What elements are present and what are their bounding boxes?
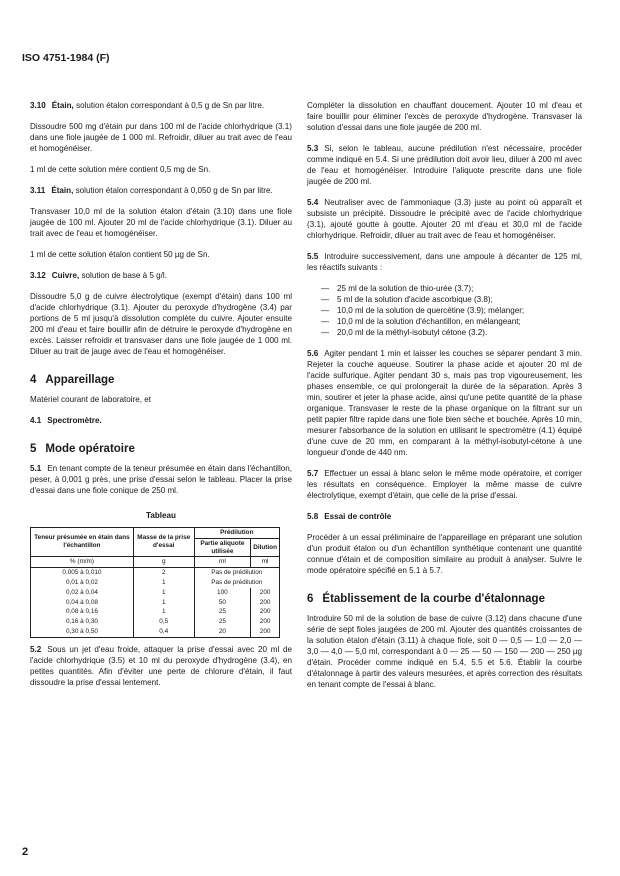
cell-teneur: 0,04 à 0,08 <box>31 598 134 608</box>
section-title: Appareillage <box>45 374 115 386</box>
unit-masse: g <box>133 557 194 568</box>
cell-dilution: 200 <box>251 607 280 617</box>
section-3-11 <box>30 185 292 196</box>
paragraph: Dissoudre 5,0 g de cuivre électrolytique (exempt d'étain) dans 100 ml d'acide chlorhydrique (3.1). Ajouter du peroxyde d'hydrogène (3.4) par portions de 5 ml jusqu'à dissolution complète du cuivre. Ajouter ensuite 200 ml d'eau et faire bouillir afin de détruire le peroxyde d'hydrogène en excès. Laisser refroidir et transvaser dans une fiole jaugée de 1 000 ml. Diluer au trait de jauge avec de l'eau et homogénéiser. <box>30 292 292 356</box>
cell-dilution: 200 <box>251 598 280 608</box>
cell-teneur: 0,01 à 0,02 <box>31 578 134 588</box>
header-partie: Partie aliquote utilisée <box>194 538 251 557</box>
section-title: Essai de contrôle <box>324 512 392 521</box>
paragraph: Agiter pendant 1 min et laisser les couches se séparer pendant 3 min. Rejeter la couche aqueuse. Soutirer la phase acide et ajouter 20 ml de l'acide sulfurique. Agiter pendant 30 s, mais pas trop vigoureusement, les phases ensemble, ce qui prolongerait la durée de la séparation. Après 3 min, soutirer et jeter la phase acide, ainsi qu'une petite quantité de la phase organique. Transvaser le reste de la phase organique on la filtrant sur un petit papier filtre rapide dans une fiole bien sèche et bouchée. Après 10 min, mesurer l'absorbance de la solution en utilisant le spectromètre (4.1) équipé d'une cuve de 20 mm, en comparant à la méthyl-isobutyl-cétone à une longueur d'onde de 440 nm. <box>307 349 582 457</box>
cell-partie: 25 <box>194 617 251 627</box>
cell-teneur: 0,08 à 0,16 <box>31 607 134 617</box>
section-5-1 <box>30 463 292 496</box>
section-title: Spectromètre. <box>47 416 102 425</box>
section-3-12 <box>30 270 292 281</box>
cell-partie: Pas de prédilution <box>194 568 279 578</box>
paragraph: Introduire 50 ml de la solution de base de cuivre (3.12) dans chacune d'une série de sept fioles jaugées de 200 ml. Ajouter des quantités croissantes de la solution étalon d'étain (3.11) à chaque fiole, soit 0 — 0,5 — 1,0 — 2,0 — 3,0 — 4,0 — 5,0 ml, correspondant à 0 — 25 — 50 — 150 — 200 — 250 µg d'étain. Procéder comme indiqué en 5.4, 5.5 et 5.6. Établir la courbe d'étalonnage à partir des valeurs mesurées, et après correction des résultats en tenant compte de l'essai à blanc. <box>307 614 582 689</box>
section-5-3 <box>307 143 582 187</box>
cell-partie: 50 <box>194 598 251 608</box>
section-title: Étain, <box>51 101 74 110</box>
section-number: 6 <box>307 593 314 605</box>
section-title: Cuivre, <box>51 271 80 280</box>
section-subtitle: solution de base à 5 g/l. <box>81 271 167 280</box>
unit-partie: ml <box>194 557 251 568</box>
paragraph: En tenant compte de la teneur présumée en étain dans l'échantillon, peser, à 0,001 g près, une prise d'essai selon le tableau. Placer la prise d'essai dans une fiole conique de 250 ml. <box>30 464 292 495</box>
cell-partie: 25 <box>194 607 251 617</box>
list-item: — 10,0 ml de la solution d'échantillon, en mélangeant; <box>321 316 582 327</box>
list-item: — 20,0 ml de la méthyl-isobutyl cétone (3.2). <box>321 327 582 338</box>
section-title: Établissement de la courbe d'étalonnage <box>322 593 545 605</box>
paragraph: Matériel courant de laboratoire, et <box>30 395 152 404</box>
table-row <box>31 588 280 598</box>
table-title: Tableau <box>146 511 176 520</box>
section-number: 3.12 <box>30 271 46 280</box>
paragraph: Neutraliser avec de l'ammoniaque (3.3) juste au point où apparaît et subsiste un précipité. Dissoudre le précipité avec de l'acide chlorhydrique (3.1), ajouté goutte à goutte. Ajouter 20 ml d'eau et 30,0 ml de l'acide chlorhydrique. Refroidir, diluer au trait avec de l'eau et homogénéiser. <box>307 198 582 240</box>
section-number: 5.1 <box>30 464 42 473</box>
cell-teneur: 0,02 à 0,04 <box>31 588 134 598</box>
cell-masse: 0,4 <box>133 627 194 637</box>
header-masse: Masse de la prise d'essai <box>133 528 194 557</box>
section-number: 4.1 <box>30 416 42 425</box>
section-5-8 <box>307 511 582 522</box>
paragraph: Effectuer un essai à blanc selon le même mode opératoire, et corriger les résultats en conséquence. Employer la même masse de cuivre électrolytique, exempt d'étain, que celle de la prise d'essai. <box>307 469 582 500</box>
cell-teneur: 0,16 à 0,30 <box>31 617 134 627</box>
cell-dilution: 200 <box>251 617 280 627</box>
cell-masse: 1 <box>133 578 194 588</box>
header-teneur: Teneur présumée en étain dans l'échantillon <box>31 528 134 557</box>
right-column <box>307 100 582 700</box>
table-row <box>31 568 280 578</box>
section-5-2 <box>30 644 292 688</box>
paragraph: Si, selon le tableau, aucune prédilution n'est nécessaire, procéder comme indiqué en 5.4. Si une prédilution doit avoir lieu, diluer à 200 ml avec de l'eau et homogénéiser. Introduire l'aliquote prescrite dans une fiole jaugée de 200 ml. <box>307 144 582 186</box>
list-item: — 10,0 ml de la solution de quercétine (3.9); mélanger; <box>321 305 582 316</box>
section-number: 3.10 <box>30 101 46 110</box>
page-number: 2 <box>22 846 29 858</box>
table-row <box>31 617 280 627</box>
section-number: 5.3 <box>307 144 319 153</box>
heading-section-5 <box>30 444 292 455</box>
section-number: 5.2 <box>30 644 42 654</box>
cell-masse: 1 <box>133 588 194 598</box>
cell-dilution: 200 <box>251 588 280 598</box>
section-5-5 <box>307 251 582 273</box>
section-number: 5.5 <box>307 252 319 261</box>
table-row <box>31 627 280 637</box>
cell-masse: 0,5 <box>133 617 194 627</box>
section-title: Étain, <box>51 186 74 195</box>
table-row <box>31 578 280 588</box>
heading-section-4 <box>30 375 292 386</box>
paragraph: 1 ml de cette solution étalon contient 50 µg de Sn. <box>30 250 210 259</box>
section-number: 5.7 <box>307 469 319 478</box>
section-title: Mode opératoire <box>45 443 135 455</box>
unit-teneur: % (m/m) <box>31 557 134 568</box>
paragraph: Sous un jet d'eau froide, attaquer la prise d'essai avec 20 ml de l'acide chlorhydrique (3.5) et 10 ml du peroxyde d'hydrogène (3.4), en petites quantités. Afin d'éviter une perte de chlorure d'étain, il faut dissoudre la prise d'essai lentement. <box>30 644 292 687</box>
section-4-1 <box>30 415 292 426</box>
cell-partie: 20 <box>194 627 251 637</box>
left-column <box>30 100 292 698</box>
section-subtitle: solution étalon correspondant à 0,050 g de Sn par litre. <box>75 186 273 195</box>
cell-masse: 2 <box>133 568 194 578</box>
list-item: — 25 ml de la solution de thio-urée (3.7); <box>321 283 582 294</box>
section-5-4 <box>307 197 582 241</box>
cell-teneur: 0,005 à 0,010 <box>31 568 134 578</box>
section-number: 5.4 <box>307 198 319 207</box>
paragraph: Transvaser 10,0 ml de la solution étalon d'étain (3.10) dans une fiole jaugée de 100 ml. Ajouter 20 ml de l'acide chlorhydrique (3.1). Diluer au trait avec de l'eau et homogénéiser. <box>30 207 292 238</box>
paragraph: Compléter la dissolution en chauffant doucement. Ajouter 10 ml d'eau et faire bouillir pour éliminer l'excès de peroxyde d'hydrogène. Transvaser la solution d'essai dans une fiole jaugée de 200 ml. <box>307 101 582 132</box>
header-prediution: Prédilution <box>194 528 279 539</box>
paragraph: 1 ml de cette solution mère contient 0,5 mg de Sn. <box>30 165 211 174</box>
section-number: 5.6 <box>307 349 319 358</box>
table-row <box>31 607 280 617</box>
list-item: — 5 ml de la solution d'acide ascorbique (3.8); <box>321 294 582 305</box>
section-5-7 <box>307 468 582 501</box>
header-dilution: Dilution <box>251 538 280 557</box>
cell-partie: Pas de prédilution <box>194 578 279 588</box>
section-number: 4 <box>30 374 37 386</box>
prediution-table <box>30 527 280 638</box>
cell-masse: 1 <box>133 607 194 617</box>
section-3-10 <box>30 100 292 111</box>
unit-dilution: ml <box>251 557 280 568</box>
paragraph: Dissoudre 500 mg d'étain pur dans 100 ml de l'acide chlorhydrique (3.1) dans une fiole jaugée de 1 000 ml. Refroidir, diluer au trait avec de l'eau et homogénéiser. <box>30 122 292 153</box>
section-5-6 <box>307 348 582 458</box>
cell-teneur: 0,30 à 0,50 <box>31 627 134 637</box>
section-number: 3.11 <box>30 186 46 195</box>
page-header: ISO 4751-1984 (F) <box>22 52 110 64</box>
section-subtitle: solution étalon correspondant à 0,5 g de Sn par litre. <box>76 101 265 110</box>
paragraph: Procéder à un essai préliminaire de l'appareillage en préparant une solution d'un produit étalon ou d'un échantillon synthétique contenant une quantité connue d'étain et de composition similaire au produit à analyser. Suivre le mode opératoire spécifié en 5.1 à 5.7. <box>307 533 582 575</box>
heading-section-6 <box>307 594 582 605</box>
table-row <box>31 598 280 608</box>
cell-masse: 1 <box>133 598 194 608</box>
section-number: 5 <box>30 443 37 455</box>
cell-partie: 100 <box>194 588 251 598</box>
section-number: 5.8 <box>307 512 319 521</box>
reagent-list <box>321 283 582 338</box>
cell-dilution: 200 <box>251 627 280 637</box>
paragraph: Introduire successivement, dans une ampoule à décanter de 125 ml, les réactifs suivants : <box>307 252 582 272</box>
